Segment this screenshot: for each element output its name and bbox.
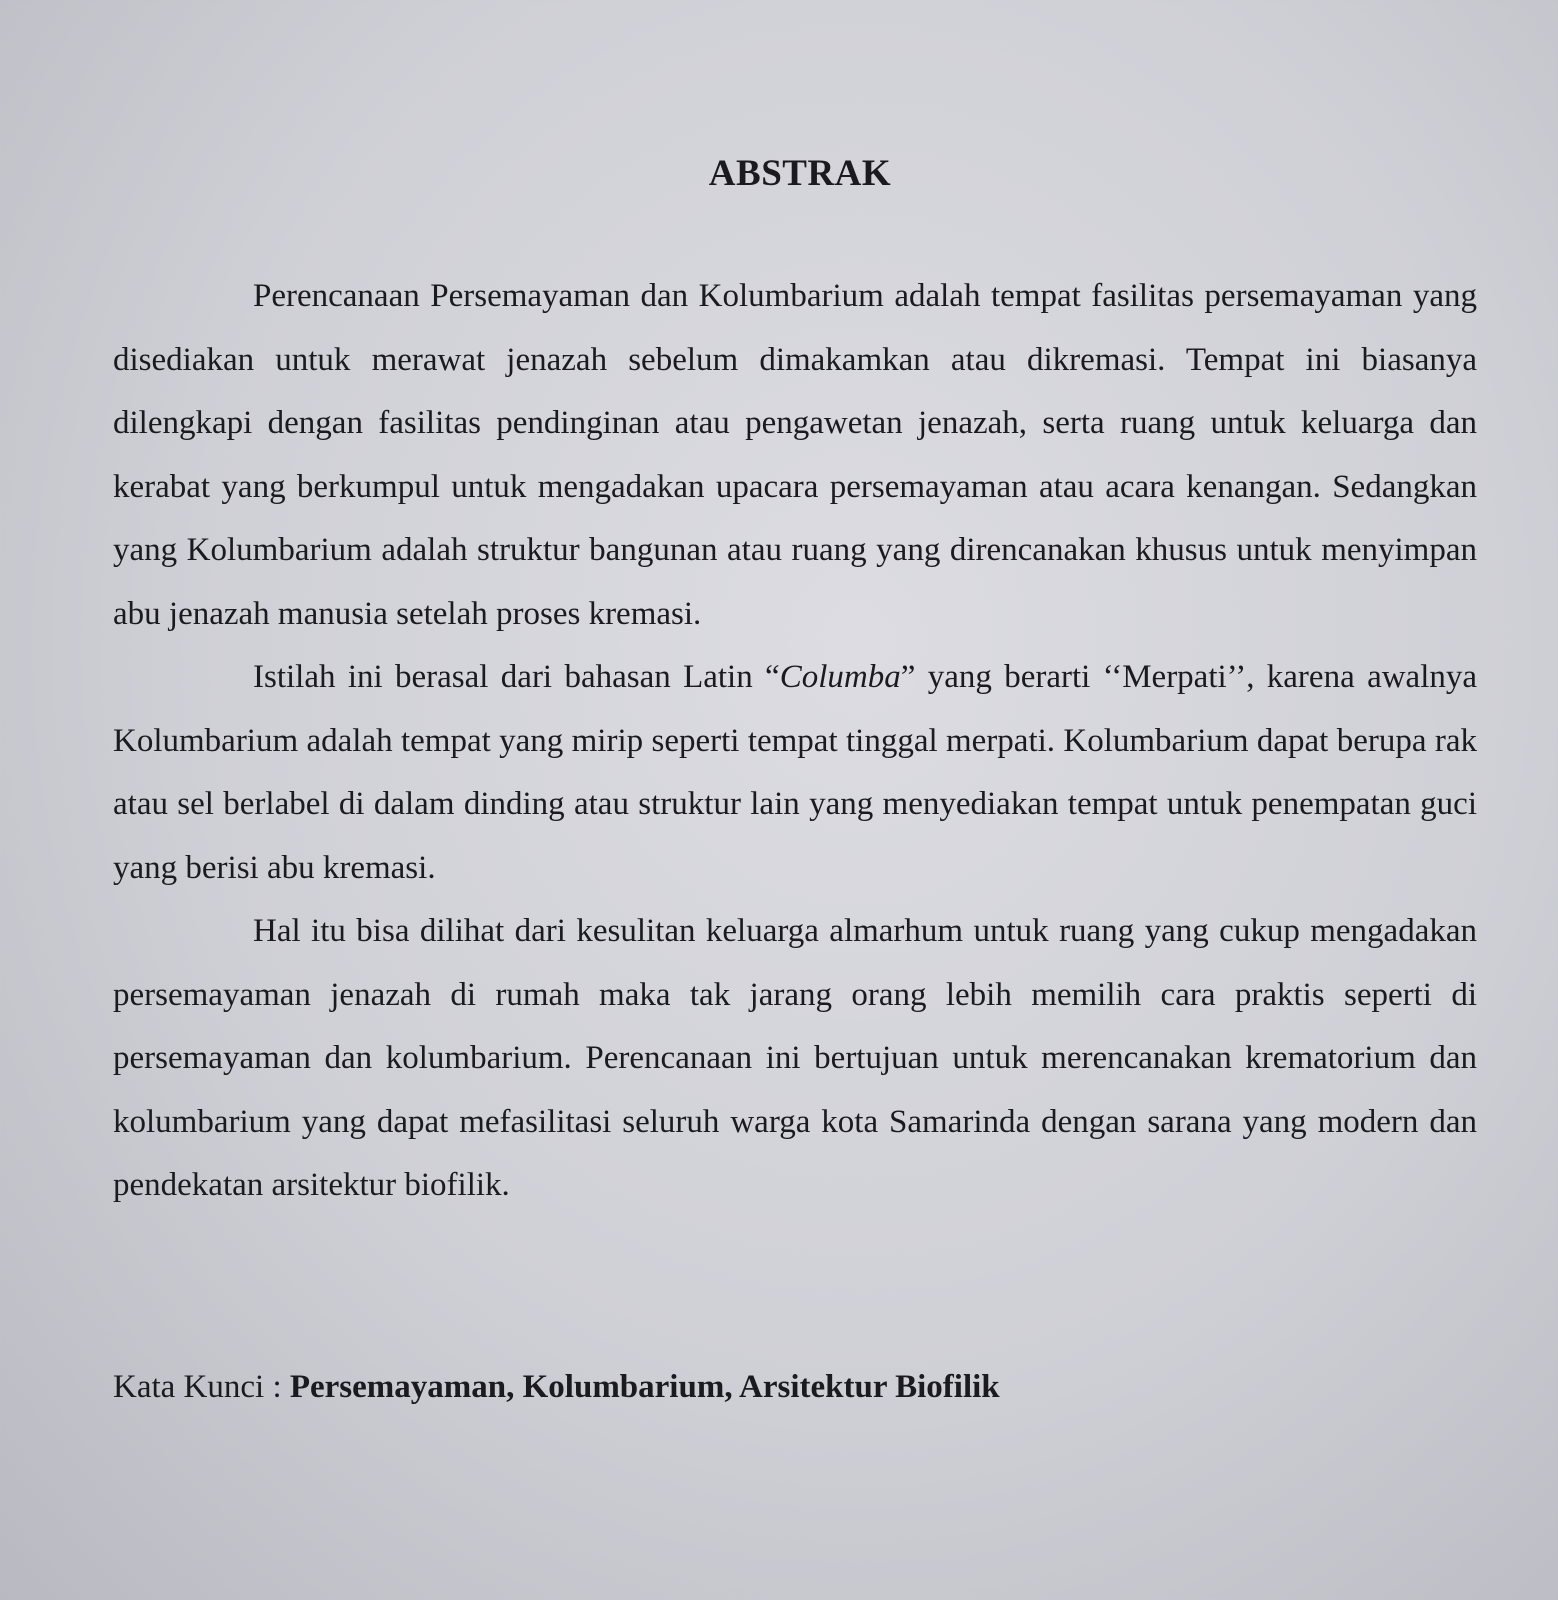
abstract-paragraph-1 (113, 265, 1477, 646)
paragraph-2-italic-term: Columba (779, 659, 901, 695)
abstract-body (113, 265, 1477, 1218)
keywords-label: Kata Kunci : (113, 1369, 290, 1405)
paragraph-3-text: Hal itu bisa dilihat dari kesulitan keluarga almarhum untuk ruang yang cukup mengadakan persemayaman jenazah di rumah maka tak jarang orang lebih memilih cara praktis seperti di persemayaman dan kolumbarium. Perencanaan ini bertujuan untuk merencanakan krematorium dan kolumbarium yang dapat mefasilitasi seluruh warga kota Samarinda dengan sarana yang modern dan pendekatan arsitektur biofilik. (113, 913, 1477, 1203)
document-title: ABSTRAK (708, 153, 892, 194)
abstract-paragraph-3 (113, 900, 1477, 1218)
paragraph-2-text-before: Istilah ini berasal dari bahasan Latin “ (253, 659, 780, 695)
paragraph-2-text-after: ” yang berarti ‘‘Merpati’’, karena awalnya Kolumbarium adalah tempat yang mirip seperti tempat tinggal merpati. Kolumbarium dapat berupa rak atau sel berlabel di dalam dinding atau struktur lain yang menyediakan tempat untuk penempatan guci yang berisi abu kremasi. (113, 659, 1478, 886)
keywords-value: Persemayaman, Kolumbarium, Arsitektur Biofilik (289, 1369, 1000, 1405)
keywords-line (113, 1365, 1477, 1409)
paragraph-1-text: Perencanaan Persemayaman dan Kolumbarium adalah tempat fasilitas persemayaman yang disediakan untuk merawat jenazah sebelum dimakamkan atau dikremasi. Tempat ini biasanya dilengkapi dengan fasilitas pendinginan atau pengawetan jenazah, serta ruang untuk keluarga dan kerabat yang berkumpul untuk mengadakan upacara persemayaman atau acara kenangan. Sedangkan yang Kolumbarium adalah struktur bangunan atau ruang yang direncanakan khusus untuk menyimpan abu jenazah manusia setelah proses kremasi. (113, 278, 1477, 632)
abstract-paragraph-2 (113, 646, 1477, 900)
